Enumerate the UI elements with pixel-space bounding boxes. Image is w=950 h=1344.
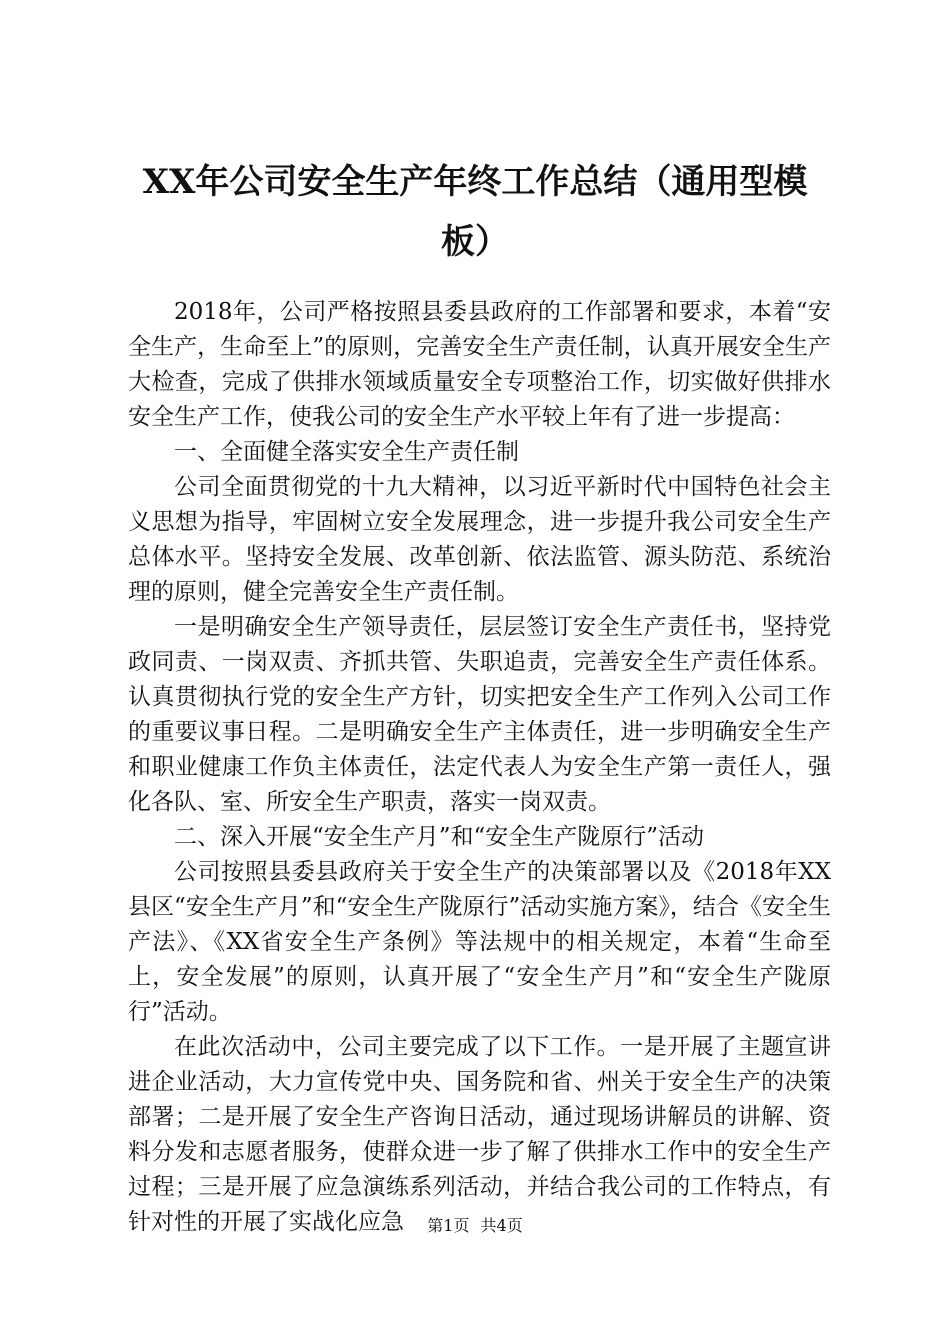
page-number: 第1页: [427, 1216, 470, 1235]
section-heading-1: 一、全面健全落实安全生产责任制: [174, 439, 519, 465]
body-paragraph: 在此次活动中，公司主要完成了以下工作。一是开展了主题宣讲进企业活动，大力宣传党中央、国务院和省、州关于安全生产的决策部署；二是开展了安全生产咨询日活动，通过现场讲解员的讲解、资料分发和志愿者服务，使群众进一步了解了供排水工作中的安全生产过程；三是开展了应急演练系列活动，并结合我公司的工作特点，有针对性的开展了实战化应急: [128, 1034, 831, 1235]
page-total: 共4页: [480, 1216, 523, 1235]
body-paragraph: 一是明确安全生产领导责任，层层签订安全生产责任书，坚持党政同责、一岗双责、齐抓共管、失职追责，完善安全生产责任体系。认真贯彻执行党的安全生产方针，切实把安全生产工作列入公司工作的重要议事日程。二是明确安全生产主体责任，进一步明确安全生产和职业健康工作负主体责任，法定代表人为安全生产第一责任人，强化各队、室、所安全生产职责，落实一岗双责。: [128, 614, 831, 815]
section-heading-2: 二、深入开展“安全生产月”和“安全生产陇原行”活动: [174, 824, 705, 850]
body-paragraph: 公司按照县委县政府关于安全生产的决策部署以及《2018年XX县区“安全生产月”和“安全生产陇原行”活动实施方案》，结合《安全生产法》、《XX省安全生产条例》等法规中的相关规定，本着“生命至上，安全发展”的原则，认真开展了“安全生产月”和“安全生产陇原行”活动。: [128, 859, 831, 1025]
document-title: XX年公司安全生产年终工作总结（通用型模板）: [142, 162, 808, 262]
body-paragraph: 公司全面贯彻党的十九大精神，以习近平新时代中国特色社会主义思想为指导，牢固树立安全发展理念，进一步提升我公司安全生产总体水平。坚持安全发展、改革创新、依法监管、源头防范、系统治理的原则，健全完善安全生产责任制。: [128, 474, 831, 605]
intro-paragraph: 2018年，公司严格按照县委县政府的工作部署和要求，本着“安全生产，生命至上”的原则，完善安全生产责任制，认真开展安全生产大检查，完成了供排水领域质量安全专项整治工作，切实做好供排水安全生产工作，使我公司的安全生产水平较上年有了进一步提高：: [128, 299, 831, 430]
page-footer: [0, 1215, 950, 1237]
document-body: [128, 295, 831, 1240]
